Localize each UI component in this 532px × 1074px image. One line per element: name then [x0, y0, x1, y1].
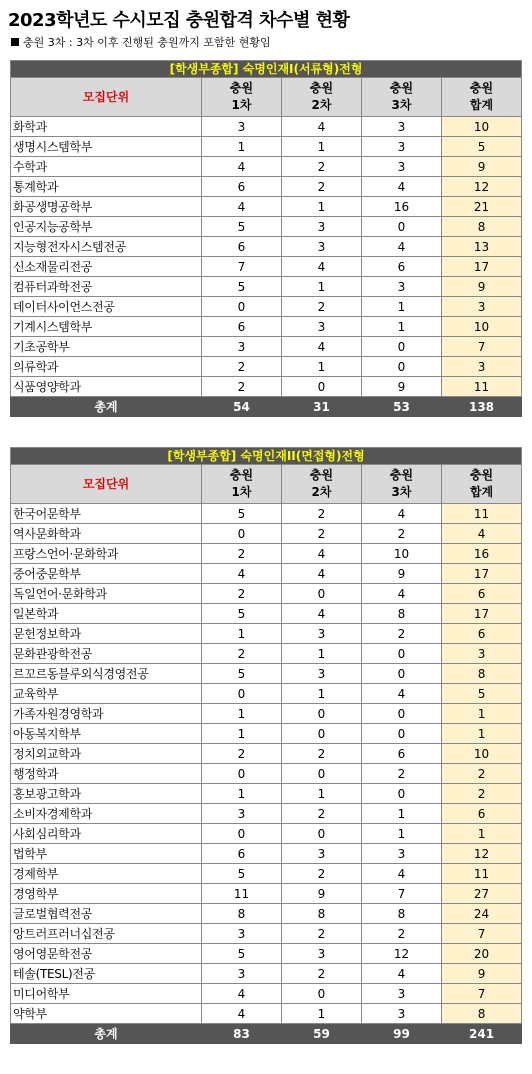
header-line: 2차	[311, 485, 332, 499]
count-cell: 6	[202, 177, 282, 197]
header-line: 충원	[469, 81, 494, 95]
header-line: 충원	[229, 81, 254, 95]
count-cell: 4	[362, 584, 442, 604]
unit-name: 역사문화학과	[11, 524, 202, 544]
table-title-row	[11, 61, 522, 78]
count-cell: 4	[282, 564, 362, 584]
count-cell: 0	[202, 824, 282, 844]
count-cell: 5	[202, 604, 282, 624]
total-cell: 99	[362, 1024, 442, 1044]
count-cell: 3	[282, 237, 362, 257]
count-cell: 2	[282, 157, 362, 177]
column-header-row	[11, 78, 522, 117]
table-row	[11, 884, 522, 904]
count-cell: 2	[282, 177, 362, 197]
count-cell: 3	[282, 844, 362, 864]
count-cell: 1	[202, 704, 282, 724]
unit-name: 약학부	[11, 1004, 202, 1024]
table-row	[11, 197, 522, 217]
count-cell: 4	[202, 1004, 282, 1024]
count-cell: 0	[282, 724, 362, 744]
total-cell: 53	[362, 397, 442, 417]
sum-cell: 3	[442, 357, 522, 377]
unit-name: 미디어학부	[11, 984, 202, 1004]
count-cell: 2	[282, 297, 362, 317]
unit-name: 컴퓨터과학전공	[11, 277, 202, 297]
sum-cell: 21	[442, 197, 522, 217]
table-row	[11, 664, 522, 684]
count-cell: 3	[362, 157, 442, 177]
sum-cell: 8	[442, 217, 522, 237]
count-cell: 3	[202, 117, 282, 137]
unit-name: 아동복지학부	[11, 724, 202, 744]
header-col-1	[202, 465, 282, 504]
count-cell: 3	[362, 277, 442, 297]
unit-name: 중어중문학부	[11, 564, 202, 584]
count-cell: 11	[202, 884, 282, 904]
count-cell: 2	[282, 864, 362, 884]
count-cell: 8	[362, 904, 442, 924]
count-cell: 0	[362, 644, 442, 664]
sum-cell: 12	[442, 844, 522, 864]
count-cell: 4	[282, 117, 362, 137]
table-row	[11, 524, 522, 544]
table-myeonjeop	[10, 447, 522, 1044]
count-cell: 0	[362, 337, 442, 357]
unit-name: 소비자경제학과	[11, 804, 202, 824]
sum-cell: 9	[442, 277, 522, 297]
count-cell: 2	[202, 357, 282, 377]
table-row	[11, 564, 522, 584]
table-row	[11, 764, 522, 784]
table-row	[11, 584, 522, 604]
count-cell: 3	[282, 624, 362, 644]
header-col-4	[442, 78, 522, 117]
count-cell: 4	[282, 604, 362, 624]
count-cell: 1	[282, 784, 362, 804]
count-cell: 0	[282, 377, 362, 397]
count-cell: 4	[202, 157, 282, 177]
sum-cell: 17	[442, 604, 522, 624]
count-cell: 2	[202, 644, 282, 664]
count-cell: 7	[202, 257, 282, 277]
unit-name: 신소재물리전공	[11, 257, 202, 277]
unit-name: 경제학부	[11, 864, 202, 884]
count-cell: 2	[282, 524, 362, 544]
count-cell: 0	[282, 824, 362, 844]
count-cell: 10	[362, 544, 442, 564]
count-cell: 4	[202, 564, 282, 584]
unit-name: 일본학과	[11, 604, 202, 624]
sum-cell: 8	[442, 664, 522, 684]
unit-name: 사회심리학과	[11, 824, 202, 844]
header-line: 합계	[469, 485, 494, 499]
count-cell: 0	[362, 664, 442, 684]
count-cell: 6	[362, 257, 442, 277]
sum-cell: 16	[442, 544, 522, 564]
table-row	[11, 377, 522, 397]
table-row	[11, 844, 522, 864]
table-row	[11, 357, 522, 377]
unit-name: 경영학부	[11, 884, 202, 904]
sum-cell: 11	[442, 504, 522, 524]
count-cell: 0	[202, 764, 282, 784]
count-cell: 3	[202, 924, 282, 944]
header-line: 2차	[311, 98, 332, 112]
table-row	[11, 864, 522, 884]
sum-cell: 4	[442, 524, 522, 544]
count-cell: 4	[362, 504, 442, 524]
sum-cell: 5	[442, 137, 522, 157]
sum-cell: 11	[442, 864, 522, 884]
table-row	[11, 317, 522, 337]
total-cell: 241	[442, 1024, 522, 1044]
table-row	[11, 604, 522, 624]
header-unit: 모집단위	[11, 78, 202, 117]
sum-cell: 24	[442, 904, 522, 924]
unit-name: 르꼬르동블루외식경영전공	[11, 664, 202, 684]
count-cell: 0	[282, 584, 362, 604]
table-row	[11, 137, 522, 157]
note-text: 충원 3차 : 3차 이후 진행된 충원까지 포함한 현황임	[23, 36, 271, 49]
sum-cell: 17	[442, 564, 522, 584]
unit-name: 앙트러프러너십전공	[11, 924, 202, 944]
count-cell: 16	[362, 197, 442, 217]
count-cell: 3	[202, 964, 282, 984]
unit-name: 정치외교학과	[11, 744, 202, 764]
count-cell: 8	[202, 904, 282, 924]
count-cell: 4	[282, 544, 362, 564]
table-row	[11, 784, 522, 804]
count-cell: 2	[202, 744, 282, 764]
sum-cell: 2	[442, 784, 522, 804]
count-cell: 0	[282, 764, 362, 784]
table-row	[11, 117, 522, 137]
count-cell: 9	[282, 884, 362, 904]
count-cell: 1	[282, 197, 362, 217]
count-cell: 1	[282, 684, 362, 704]
table-title: [학생부종합] 숙명인재II(면접형)전형	[11, 448, 522, 465]
header-line: 충원	[309, 81, 334, 95]
count-cell: 1	[362, 824, 442, 844]
unit-name: 영어영문학전공	[11, 944, 202, 964]
count-cell: 0	[202, 297, 282, 317]
count-cell: 2	[362, 524, 442, 544]
header-col-3	[362, 465, 442, 504]
table-row	[11, 824, 522, 844]
count-cell: 2	[282, 804, 362, 824]
count-cell: 5	[202, 664, 282, 684]
count-cell: 1	[202, 137, 282, 157]
count-cell: 3	[282, 664, 362, 684]
count-cell: 0	[362, 724, 442, 744]
count-cell: 6	[362, 744, 442, 764]
table-row	[11, 544, 522, 564]
note	[11, 34, 271, 50]
count-cell: 1	[362, 317, 442, 337]
table-row	[11, 157, 522, 177]
count-cell: 6	[202, 317, 282, 337]
count-cell: 4	[362, 864, 442, 884]
sum-cell: 11	[442, 377, 522, 397]
table-row	[11, 624, 522, 644]
count-cell: 3	[282, 317, 362, 337]
unit-name: 화공생명공학부	[11, 197, 202, 217]
total-cell: 54	[202, 397, 282, 417]
count-cell: 3	[362, 844, 442, 864]
count-cell: 3	[362, 137, 442, 157]
unit-name: 행정학과	[11, 764, 202, 784]
count-cell: 2	[202, 584, 282, 604]
count-cell: 5	[202, 864, 282, 884]
table-row	[11, 724, 522, 744]
count-cell: 3	[282, 944, 362, 964]
count-cell: 7	[362, 884, 442, 904]
count-cell: 0	[362, 704, 442, 724]
unit-name: 화학과	[11, 117, 202, 137]
count-cell: 6	[202, 844, 282, 864]
unit-name: 수학과	[11, 157, 202, 177]
total-cell: 31	[282, 397, 362, 417]
header-line: 3차	[391, 485, 412, 499]
count-cell: 1	[282, 277, 362, 297]
table-row	[11, 1004, 522, 1024]
count-cell: 0	[362, 217, 442, 237]
unit-name: 식품영양학과	[11, 377, 202, 397]
table-row	[11, 684, 522, 704]
header-col-1	[202, 78, 282, 117]
count-cell: 2	[362, 624, 442, 644]
table-row	[11, 257, 522, 277]
table-row	[11, 984, 522, 1004]
sum-cell: 10	[442, 117, 522, 137]
sum-cell: 10	[442, 744, 522, 764]
table-row	[11, 277, 522, 297]
unit-name: 인공지능공학부	[11, 217, 202, 237]
count-cell: 4	[282, 257, 362, 277]
sum-cell: 6	[442, 804, 522, 824]
count-cell: 2	[282, 964, 362, 984]
table-row	[11, 924, 522, 944]
table-row	[11, 704, 522, 724]
unit-name: 한국어문학부	[11, 504, 202, 524]
unit-name: 지능형전자시스템전공	[11, 237, 202, 257]
count-cell: 1	[202, 784, 282, 804]
square-bullet-icon	[11, 38, 19, 46]
total-label: 총계	[11, 397, 202, 417]
sum-cell: 8	[442, 1004, 522, 1024]
count-cell: 3	[202, 804, 282, 824]
count-cell: 1	[362, 804, 442, 824]
unit-name: 의류학과	[11, 357, 202, 377]
sum-cell: 10	[442, 317, 522, 337]
sum-cell: 1	[442, 824, 522, 844]
count-cell: 8	[282, 904, 362, 924]
sum-cell: 7	[442, 924, 522, 944]
table-title: [학생부종합] 숙명인재I(서류형)전형	[11, 61, 522, 78]
table-row	[11, 337, 522, 357]
count-cell: 2	[282, 744, 362, 764]
count-cell: 12	[362, 944, 442, 964]
header-line: 1차	[231, 98, 252, 112]
count-cell: 3	[362, 117, 442, 137]
count-cell: 1	[362, 297, 442, 317]
table-title-row	[11, 448, 522, 465]
count-cell: 4	[362, 177, 442, 197]
total-label: 총계	[11, 1024, 202, 1044]
count-cell: 5	[202, 217, 282, 237]
header-col-4	[442, 465, 522, 504]
sum-cell: 7	[442, 337, 522, 357]
count-cell: 9	[362, 377, 442, 397]
count-cell: 1	[202, 624, 282, 644]
unit-name: 문헌정보학과	[11, 624, 202, 644]
table-row	[11, 644, 522, 664]
sum-cell: 13	[442, 237, 522, 257]
count-cell: 0	[362, 784, 442, 804]
total-cell: 138	[442, 397, 522, 417]
count-cell: 1	[282, 137, 362, 157]
header-line: 합계	[469, 98, 494, 112]
count-cell: 4	[202, 197, 282, 217]
count-cell: 3	[202, 337, 282, 357]
table-row	[11, 744, 522, 764]
count-cell: 5	[202, 504, 282, 524]
table-row	[11, 237, 522, 257]
table-row	[11, 904, 522, 924]
sum-cell: 1	[442, 724, 522, 744]
sum-cell: 2	[442, 764, 522, 784]
sum-cell: 3	[442, 644, 522, 664]
count-cell: 1	[202, 724, 282, 744]
sum-cell: 27	[442, 884, 522, 904]
table-row	[11, 504, 522, 524]
table-row	[11, 964, 522, 984]
unit-name: 독일언어·문화학과	[11, 584, 202, 604]
sum-cell: 7	[442, 984, 522, 1004]
count-cell: 2	[282, 504, 362, 524]
sum-cell: 3	[442, 297, 522, 317]
count-cell: 1	[282, 644, 362, 664]
sum-cell: 6	[442, 584, 522, 604]
count-cell: 0	[202, 684, 282, 704]
count-cell: 1	[282, 1004, 362, 1024]
table-row	[11, 297, 522, 317]
count-cell: 0	[202, 524, 282, 544]
total-row	[11, 397, 522, 417]
sum-cell: 12	[442, 177, 522, 197]
header-line: 충원	[229, 468, 254, 482]
count-cell: 4	[362, 964, 442, 984]
count-cell: 0	[282, 704, 362, 724]
table-row	[11, 177, 522, 197]
count-cell: 2	[362, 764, 442, 784]
count-cell: 2	[362, 924, 442, 944]
header-col-2	[282, 78, 362, 117]
sum-cell: 9	[442, 964, 522, 984]
count-cell: 2	[282, 924, 362, 944]
unit-name: 기초공학부	[11, 337, 202, 357]
table-row	[11, 944, 522, 964]
count-cell: 5	[202, 944, 282, 964]
total-cell: 59	[282, 1024, 362, 1044]
sum-cell: 9	[442, 157, 522, 177]
header-line: 충원	[389, 468, 414, 482]
header-line: 충원	[389, 81, 414, 95]
total-row	[11, 1024, 522, 1044]
unit-name: 기계시스템학부	[11, 317, 202, 337]
column-header-row	[11, 465, 522, 504]
unit-name: 생명시스템학부	[11, 137, 202, 157]
header-line: 충원	[309, 468, 334, 482]
count-cell: 3	[362, 984, 442, 1004]
header-col-2	[282, 465, 362, 504]
header-line: 충원	[469, 468, 494, 482]
count-cell: 2	[202, 544, 282, 564]
count-cell: 4	[362, 684, 442, 704]
unit-name: 문화관광학전공	[11, 644, 202, 664]
count-cell: 3	[282, 217, 362, 237]
count-cell: 4	[282, 337, 362, 357]
unit-name: 가족자원경영학과	[11, 704, 202, 724]
count-cell: 3	[362, 1004, 442, 1024]
count-cell: 9	[362, 564, 442, 584]
sum-cell: 6	[442, 624, 522, 644]
count-cell: 4	[202, 984, 282, 1004]
unit-name: 글로벌협력전공	[11, 904, 202, 924]
count-cell: 8	[362, 604, 442, 624]
count-cell: 6	[202, 237, 282, 257]
unit-name: 테솔(TESL)전공	[11, 964, 202, 984]
sum-cell: 20	[442, 944, 522, 964]
count-cell: 1	[282, 357, 362, 377]
header-line: 3차	[391, 98, 412, 112]
count-cell: 2	[202, 377, 282, 397]
page-title: 2023학년도 수시모집 충원합격 차수별 현황	[8, 10, 350, 31]
unit-name: 교육학부	[11, 684, 202, 704]
sum-cell: 17	[442, 257, 522, 277]
table-row	[11, 217, 522, 237]
unit-name: 프랑스언어·문화학과	[11, 544, 202, 564]
sum-cell: 5	[442, 684, 522, 704]
unit-name: 홍보광고학과	[11, 784, 202, 804]
count-cell: 5	[202, 277, 282, 297]
unit-name: 데이터사이언스전공	[11, 297, 202, 317]
header-unit: 모집단위	[11, 465, 202, 504]
count-cell: 0	[362, 357, 442, 377]
header-col-3	[362, 78, 442, 117]
header-line: 1차	[231, 485, 252, 499]
count-cell: 0	[282, 984, 362, 1004]
sum-cell: 1	[442, 704, 522, 724]
count-cell: 4	[362, 237, 442, 257]
unit-name: 통계학과	[11, 177, 202, 197]
total-cell: 83	[202, 1024, 282, 1044]
table-seoryu	[10, 60, 522, 417]
table-row	[11, 804, 522, 824]
unit-name: 법학부	[11, 844, 202, 864]
